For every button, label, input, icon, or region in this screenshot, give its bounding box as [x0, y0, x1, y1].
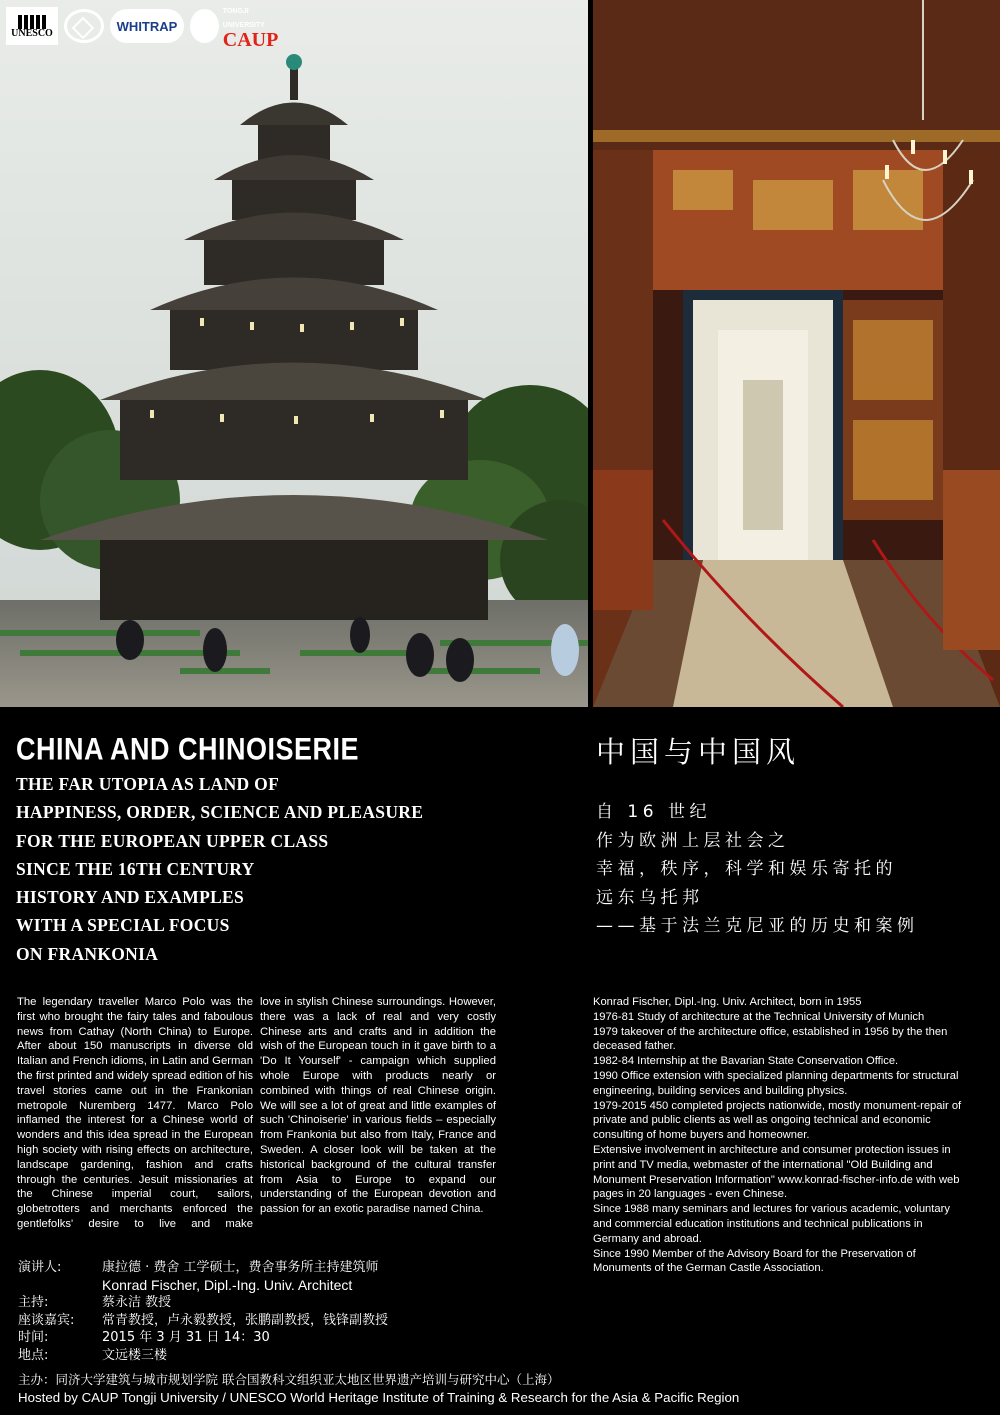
speaker-row-en	[18, 1277, 388, 1295]
subtitle-chinese-line: 幸福，秩序，科学和娱乐寄托的	[596, 859, 897, 879]
logo-bar	[6, 6, 282, 51]
event-details	[18, 1259, 388, 1364]
title-english: CHINA AND CHINOISERIE	[16, 732, 360, 767]
place-row	[18, 1347, 388, 1365]
subtitle-chinese-line: 自 16 世纪	[596, 802, 711, 822]
unesco-logo-text: UNESCO	[11, 27, 53, 39]
bio-entry: Konrad Fischer, Dipl.-Ing. Univ. Architect, born in 1955	[593, 996, 862, 1008]
tongji-university-text: TONGJI UNIVERSITY	[222, 8, 265, 29]
subtitle-english-line: HAPPINESS, ORDER, SCIENCE AND PLEASURE	[16, 802, 424, 823]
speaker-label: 演讲人:	[18, 1260, 62, 1275]
organizer-english: Hosted by CAUP Tongji University / UNESCO World Heritage Institute of Training & Research for the Asia & Pacific Region	[18, 1390, 740, 1405]
bio-entry: 1979 takeover of the architecture office, established in 1956 by the then deceased father.	[593, 1025, 948, 1053]
unesco-logo	[6, 7, 58, 45]
bio-entry: Since 1990 Member of the Advisory Board for the Preservation of Monuments of the German Castle Association.	[593, 1247, 916, 1275]
place-label: 地点:	[18, 1347, 49, 1363]
speaker-bio	[593, 995, 967, 1276]
subtitle-english-line: WITH A SPECIAL FOCUS	[16, 915, 230, 936]
speaker-name-en: Konrad Fischer, Dipl.-Ing. Univ. Architect	[102, 1276, 353, 1293]
chinese-tower-photo	[0, 0, 588, 707]
host-name: 蔡永洁 教授	[102, 1295, 172, 1310]
bio-entry: 1976-81 Study of architecture at the Technical University of Munich	[593, 1010, 925, 1023]
guests-names: 常青教授，卢永毅教授，张鹏副教授，钱锋副教授	[102, 1312, 389, 1328]
subtitle-chinese-line: 作为欧洲上层社会之	[596, 830, 790, 851]
speaker-name-cn: 康拉德 · 费舍 工学硕士，费舍事务所主持建筑师	[102, 1260, 379, 1275]
time-row	[18, 1329, 388, 1347]
title-chinese: 中国与中国风	[596, 735, 801, 769]
whitrap-logo	[110, 9, 184, 43]
subtitle-english	[16, 770, 423, 968]
subtitle-english-line: FOR THE EUROPEAN UPPER CLASS	[16, 830, 329, 851]
guests-row	[18, 1312, 388, 1330]
subtitle-english-line: SINCE THE 16TH CENTURY	[16, 858, 255, 879]
world-heritage-emblem-icon	[64, 9, 104, 43]
subtitle-english-line: THE FAR UTOPIA AS LAND OF	[16, 774, 280, 794]
subtitle-chinese	[596, 798, 919, 941]
time-label: 时间:	[18, 1330, 49, 1345]
host-label: 主持:	[18, 1295, 49, 1310]
event-time: 2015 年 3 月 31 日 14：30	[102, 1330, 270, 1345]
subtitle-chinese-line: ——基于法兰克尼亚的历史和案例	[596, 916, 919, 936]
speaker-row	[18, 1259, 388, 1277]
bio-entry: 1990 Office extension with specialized planning departments for structural engineering, building services and building physics.	[593, 1069, 959, 1097]
subtitle-chinese-line: 远东乌托邦	[596, 887, 704, 908]
host-row	[18, 1294, 388, 1312]
guests-label: 座谈嘉宾:	[18, 1312, 75, 1328]
caup-text: CAUP	[222, 29, 279, 51]
bio-entry: Since 1988 many seminars and lectures for various academic, voluntary and commercial education institutions and technical publications in Germany and abroad.	[593, 1203, 950, 1245]
organizer-chinese: 主办：同济大学建筑与城市规划学院 联合国教科文组织亚太地区世界遗产培训与研究中心（上海）	[18, 1372, 560, 1387]
bio-entry: Extensive involvement in architecture and consumer protection issues in print and TV media, webmaster of the international "Old Building and Monument Preservation Information" www.konrad-fischer-info.de with web pages in 20 languages - even Chinese.	[593, 1143, 960, 1201]
bio-entry: 1982-84 Internship at the Bavarian State Conservation Office.	[593, 1055, 899, 1068]
chinese-cabinet-interior-photo	[593, 0, 1000, 707]
subtitle-english-line: HISTORY AND EXAMPLES	[16, 887, 245, 908]
event-place: 文远楼三楼	[102, 1347, 168, 1363]
subtitle-english-line: ON FRANKONIA	[16, 943, 159, 964]
abstract-column-2: love in stylish Chinese surroundings. However, there was a lack of real and very costly Chinese arts and crafts and in addition the wish of the European touch in it gave birth to a 'Do It Yourself' - campaign which supplied whole Europe with products nearly or combined with things of real Chinese origin. We will see a lot of great and little examples of such 'Chinoiserie' in various fields – especially from Frankonia but also from Italy, France and Sweden. A closer look will be taken at the historical background of the cultural transfer from Asia to Europe to expand our understanding of the European devotion and passion for an exotic paradise named China.	[260, 996, 496, 1216]
bio-entry: 1979-2015 450 completed projects nationwide, mostly monument-repair of private and public clients as well as ongoing technical and economic consulting of home buyers and homeowner.	[593, 1099, 962, 1142]
tongji-seal-icon	[190, 9, 219, 43]
whitrap-logo-text: WHITRAP	[116, 18, 178, 34]
tongji-caup-logo	[190, 7, 282, 51]
abstract-column-1: The legendary traveller Marco Polo was the first who brought the fairy tales and faboulous news from Cathay (North China) to Europe. After about 150 manuscripts in diverse old Italian and French idioms, in Latin and German the first printed and widely spread edition of his travel stories came out in the Frankonian metropole Nuremberg 1477. Marco Polo inflamed the interest for a Chinese world of wonders and this idea spread in the European high society with rising effects on architecture, landscape gardening, fashion and crafts through the centuries. Jesuit missionaries at the Chinese imperial court, sailors, globetrotters and merchants enforced the gentlefolks' desire to live and make	[17, 996, 253, 1230]
